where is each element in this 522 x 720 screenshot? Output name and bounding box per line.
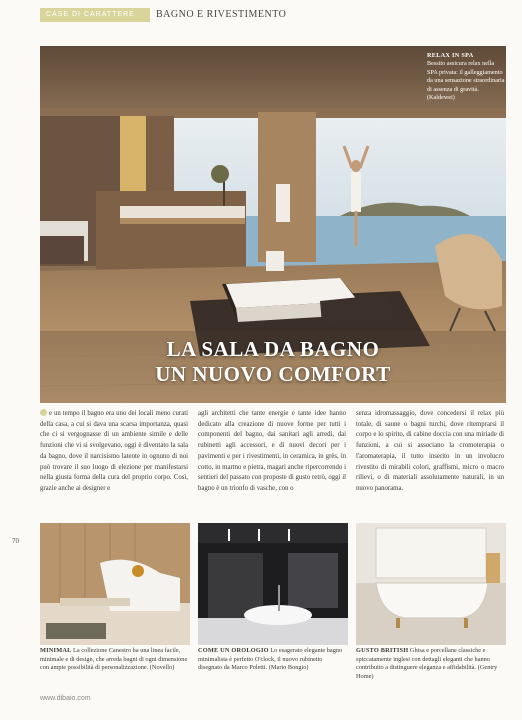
caption-orologio-text: Lo esagerato elegante bagno minimalista è perfetto O'clock, il nuovo rubinetto disegnato da Marco Poletti. (Mario Bongio): [198, 647, 343, 672]
article-column-1: [40, 409, 188, 495]
hero-caption: [427, 52, 505, 102]
oclock-bathroom-photo: [198, 523, 348, 645]
article-column-3: senza idromassaggio, dove concedersi il relax più totale, di saune o bagni turchi, dove ritemprarsi il corpo e lo spirito, di cabine doccia con una miriade di funzioni, a cui si associano la cromoterapia o l'aromaterapia, il tutto inserito in un involucro rivestito di mirabili colori, graffismi, micro o macro rilievi, o di materiali assolutamente naturali, in un nuovo panorama.: [356, 410, 504, 492]
caption-british-title: GUSTO BRITISH: [356, 647, 409, 654]
caption-british: [356, 647, 506, 681]
article-column-1-text: e un tempo il bagno era uno dei locali meno curati della casa, a cui si dava una scarsa importanza, quasi che ci si vergognasse di un ambiente simile e delle funzioni che vi si svolgevano, oggi è diventato la sala da bagno, dove il narcisismo latente in ognuno di noi può trovare il suo luogo di elezione per manifestarsi nella giusta forma della cura del proprio corpo. Così, grazie anche ai designer e: [40, 410, 188, 492]
caption-minimal-title: MINIMAL: [40, 647, 72, 654]
caption-minimal: [40, 647, 190, 673]
hero-caption-text: Bessito assicura relax nella SPA privata: il galleggiamento da una sensazione straordinaria di assenza di gravità. (Kaldewei): [427, 60, 505, 102]
british-bathroom-photo: [356, 523, 506, 645]
minimal-bathroom-photo: [40, 523, 190, 645]
website-url: www.dibaio.com: [40, 695, 91, 702]
article-title-line1: LA SALA DA BAGNO: [166, 337, 380, 361]
article-column-2: agli architetti che tante energie e tante idee hanno dedicato alla creazione di nuove forme per tutti i componenti del bagno, dai sanitari agli arredi, dai rubinetti agli accessori, e di nuovi decori per i pavimenti e per i rivestimenti, in ceramica, in grès, in cotto, in marmo e pietra, magari anche ripercorrendo i sentieri del passato con proposte di gusto retrò, oggi il bagno è un trionfo di vasche, con o: [198, 410, 346, 492]
section-tag-label: CASE DI CARATTERE: [46, 11, 135, 18]
caption-orologio: [198, 647, 348, 673]
caption-minimal-text: La collezione Canestro ha una linea facile, minimale e di design, che arreda bagni di ogni dimensione con ampie possibilità di personalizzazione. (Novello): [40, 647, 188, 672]
section-heading: BAGNO E RIVESTIMENTO: [156, 9, 287, 20]
bullet-icon: [40, 409, 47, 416]
article-title-line2: UN NUOVO COMFORT: [155, 362, 391, 386]
caption-orologio-title: COME UN OROLOGIO: [198, 647, 269, 654]
section-tag: [40, 8, 150, 22]
article-title: [40, 337, 506, 387]
hero-caption-title: RELAX IN SPA: [427, 52, 474, 59]
page-number: 70: [12, 537, 19, 545]
caption-british-text: Ghisa e porcellane classiche e spiccatamente inglesi con dettagli eleganti che hanno contribuito a distinguere eleganza e affidabilità. (Gentry Home): [356, 647, 498, 680]
